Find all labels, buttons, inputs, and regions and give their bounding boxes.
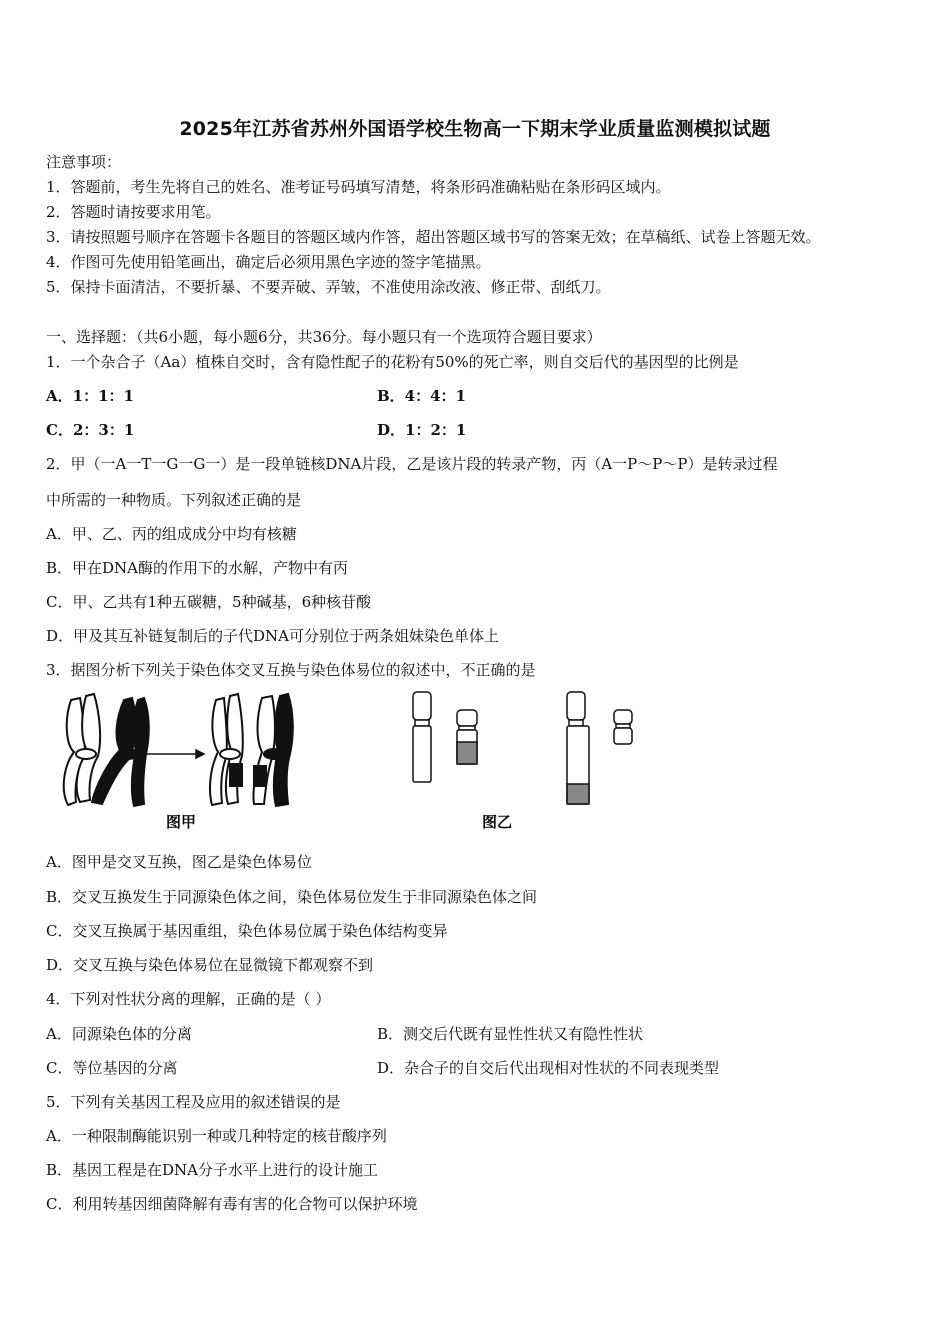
question-4-stem: 4．下列对性状分离的理解，正确的是（ ） [46, 990, 331, 1008]
chromosome-diagram [46, 690, 646, 835]
q1-option-d: D．1：2：1 [377, 421, 467, 439]
question-3-stem: 3．据图分析下列关于染色体交叉互换与染色体易位的叙述中，不正确的是 [46, 661, 536, 679]
q4-option-a: A．同源染色体的分离 [46, 1025, 192, 1043]
section-heading: 一、选择题：（共6小题，每小题6分，共36分。每小题只有一个选项符合题目要求） [46, 328, 602, 346]
q1-option-a: A．1：1：1 [46, 387, 134, 405]
q2-option-b: B．甲在DNA酶的作用下的水解，产物中有丙 [46, 559, 349, 577]
page-title: 2025年江苏省苏州外国语学校生物高一下期末学业质量监测模拟试题 [179, 118, 771, 140]
q4-option-d: D．杂合子的自交后代出现相对性状的不同表现类型 [377, 1059, 720, 1077]
q3-option-b: B．交叉互换发生于同源染色体之间，染色体易位发生于非同源染色体之间 [46, 888, 538, 906]
figure-a-label: 图甲 [166, 813, 197, 831]
q5-option-a: A．一种限制酶能识别一种或几种特定的核苷酸序列 [46, 1127, 387, 1145]
q2-option-c: C．甲、乙共有1种五碳糖，5种碱基，6种核苷酸 [46, 593, 372, 611]
question-5-stem: 5．下列有关基因工程及应用的叙述错误的是 [46, 1093, 341, 1111]
figure-b-label: 图乙 [482, 813, 513, 831]
q3-option-a: A．图甲是交叉互换，图乙是染色体易位 [46, 853, 312, 871]
notice-item: 3．请按照题号顺序在答题卡各题目的答题区域内作答，超出答题区域书写的答案无效；在草稿纸、试卷上答题无效。 [46, 228, 821, 246]
question-2-stem-cont: 中所需的一种物质。下列叙述正确的是 [46, 491, 302, 509]
question-1-stem: 1．一个杂合子（Aa）植株自交时，含有隐性配子的花粉有50%的死亡率，则自交后代的基因型的比例是 [46, 353, 739, 371]
notice-item: 1．答题前，考生先将自己的姓名、准考证号码填写清楚，将条形码准确粘贴在条形码区域内。 [46, 178, 671, 196]
chromosome-pair-before [64, 694, 149, 806]
translocation-before [413, 692, 477, 782]
q4-option-b: B．测交后代既有显性性状又有隐性性状 [377, 1025, 644, 1043]
q2-option-d: D．甲及其互补链复制后的子代DNA可分别位于两条姐妹染色单体上 [46, 627, 500, 645]
chromosome-figure [46, 690, 646, 835]
q1-option-c: C．2：3：1 [46, 421, 135, 439]
question-2-stem: 2．甲（一A一T一G一G一）是一段单链核DNA片段，乙是该片段的转录产物，丙（A一P～P～P）是转录过程 [46, 455, 778, 473]
translocation-after [567, 692, 632, 804]
q5-option-b: B．基因工程是在DNA分子水平上进行的设计施工 [46, 1161, 379, 1179]
notice-item: 4．作图可先使用铅笔画出，确定后必须用黑色字迹的签字笔描黑。 [46, 253, 491, 271]
q3-option-c: C．交叉互换属于基因重组，染色体易位属于染色体结构变异 [46, 922, 448, 940]
notice-item: 2．答题时请按要求用笔。 [46, 203, 221, 221]
notice-item: 5．保持卡面清洁，不要折暴、不要弄破、弄皱，不准使用涂改液、修正带、刮纸刀。 [46, 278, 611, 296]
q1-option-b: B．4：4：1 [377, 387, 466, 405]
notice-heading: 注意事项： [46, 153, 122, 171]
q5-option-c: C．利用转基因细菌降解有毒有害的化合物可以保护环境 [46, 1195, 418, 1213]
q3-option-d: D．交叉互换与染色体易位在显微镜下都观察不到 [46, 956, 374, 974]
arrow-icon [146, 750, 204, 758]
chromosome-pair-after [210, 694, 293, 806]
q4-option-c: C．等位基因的分离 [46, 1059, 178, 1077]
q2-option-a: A．甲、乙、丙的组成成分中均有核糖 [46, 525, 297, 543]
